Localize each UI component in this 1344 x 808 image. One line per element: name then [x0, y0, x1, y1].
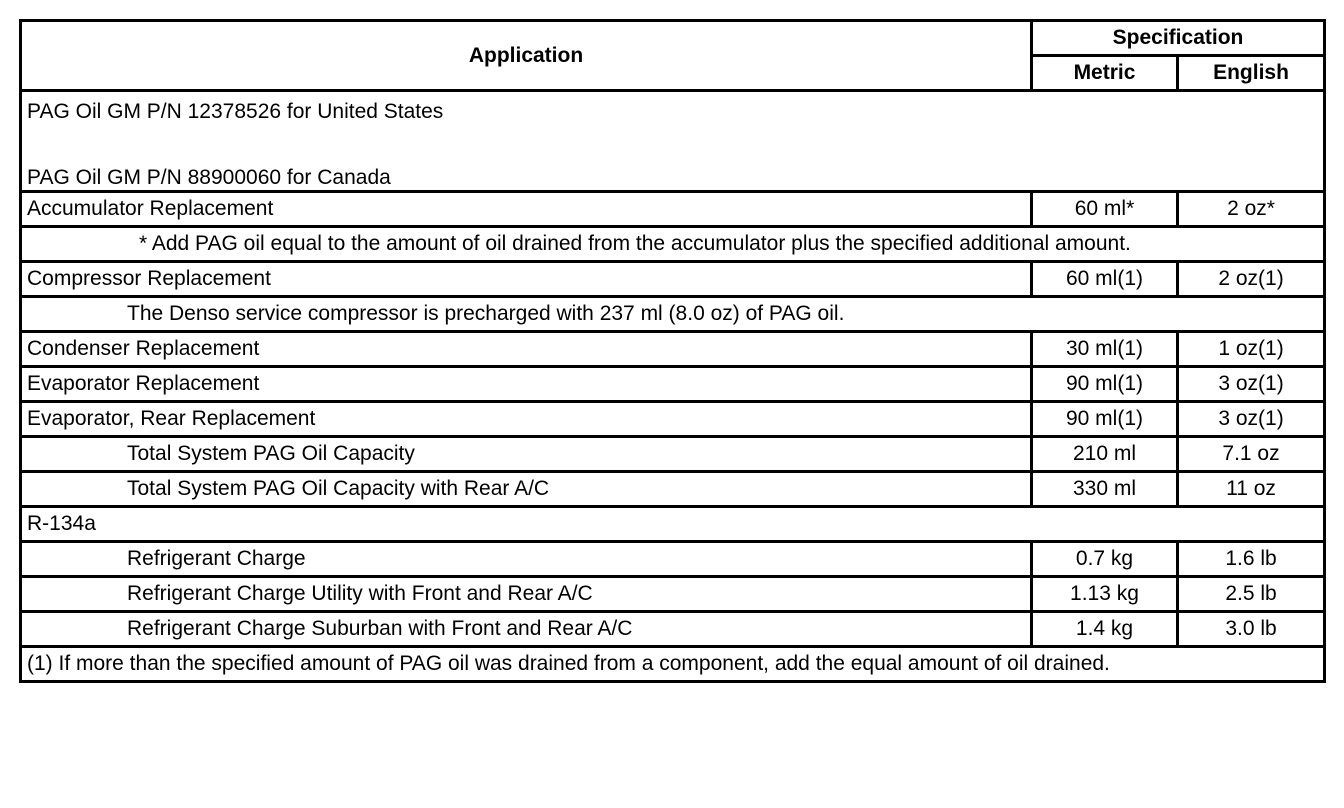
application-cell: Refrigerant Charge — [21, 542, 1032, 577]
table-row — [21, 262, 1325, 297]
section-row — [21, 507, 1325, 542]
application-cell: Evaporator, Rear Replacement — [21, 402, 1032, 437]
metric-cell: 0.7 kg — [1032, 542, 1178, 577]
english-cell: 3 oz(1) — [1178, 367, 1325, 402]
table-row — [21, 402, 1325, 437]
english-cell: 1.6 lb — [1178, 542, 1325, 577]
section-cell: R-134a — [21, 507, 1325, 542]
metric-cell: 330 ml — [1032, 472, 1178, 507]
english-header: English — [1178, 56, 1325, 91]
english-cell: 2 oz(1) — [1178, 262, 1325, 297]
note-cell: * Add PAG oil equal to the amount of oil drained from the accumulator plus the specified additional amount. — [21, 227, 1325, 262]
english-cell: 1 oz(1) — [1178, 332, 1325, 367]
table-row — [21, 192, 1325, 227]
metric-cell: 1.13 kg — [1032, 577, 1178, 612]
metric-cell: 60 ml(1) — [1032, 262, 1178, 297]
note-row — [21, 227, 1325, 262]
english-cell: 2.5 lb — [1178, 577, 1325, 612]
note-cell: The Denso service compressor is precharged with 237 ml (8.0 oz) of PAG oil. — [21, 297, 1325, 332]
oil-type-canada: PAG Oil GM P/N 88900060 for Canada — [27, 166, 391, 189]
application-cell: Total System PAG Oil Capacity with Rear A/C — [21, 472, 1032, 507]
metric-cell: 210 ml — [1032, 437, 1178, 472]
table-row — [21, 437, 1325, 472]
table-row — [21, 612, 1325, 647]
table-row — [21, 577, 1325, 612]
english-cell: 2 oz* — [1178, 192, 1325, 227]
english-cell: 11 oz — [1178, 472, 1325, 507]
metric-cell: 30 ml(1) — [1032, 332, 1178, 367]
application-cell: Refrigerant Charge Suburban with Front and Rear A/C — [21, 612, 1032, 647]
english-cell: 3.0 lb — [1178, 612, 1325, 647]
application-cell: Condenser Replacement — [21, 332, 1032, 367]
footnote-row — [21, 647, 1325, 682]
application-header: Application — [21, 21, 1032, 91]
application-cell: Total System PAG Oil Capacity — [21, 437, 1032, 472]
application-cell: Accumulator Replacement — [21, 192, 1032, 227]
footnote-cell: (1) If more than the specified amount of PAG oil was drained from a component, add the equal amount of oil drained. — [21, 647, 1325, 682]
oil-type-cell — [21, 91, 1325, 192]
english-cell: 7.1 oz — [1178, 437, 1325, 472]
specification-table — [19, 19, 1326, 683]
table-row — [21, 472, 1325, 507]
metric-cell: 90 ml(1) — [1032, 402, 1178, 437]
metric-cell: 1.4 kg — [1032, 612, 1178, 647]
english-cell: 3 oz(1) — [1178, 402, 1325, 437]
specification-header: Specification — [1032, 21, 1325, 56]
application-cell: Refrigerant Charge Utility with Front and Rear A/C — [21, 577, 1032, 612]
header-row — [21, 21, 1325, 56]
oil-type-row — [21, 91, 1325, 192]
table-row — [21, 332, 1325, 367]
table-row — [21, 542, 1325, 577]
table-row — [21, 367, 1325, 402]
oil-type-us: PAG Oil GM P/N 12378526 for United States — [27, 100, 444, 123]
note-row — [21, 297, 1325, 332]
application-cell: Evaporator Replacement — [21, 367, 1032, 402]
metric-cell: 90 ml(1) — [1032, 367, 1178, 402]
metric-header: Metric — [1032, 56, 1178, 91]
metric-cell: 60 ml* — [1032, 192, 1178, 227]
application-cell: Compressor Replacement — [21, 262, 1032, 297]
